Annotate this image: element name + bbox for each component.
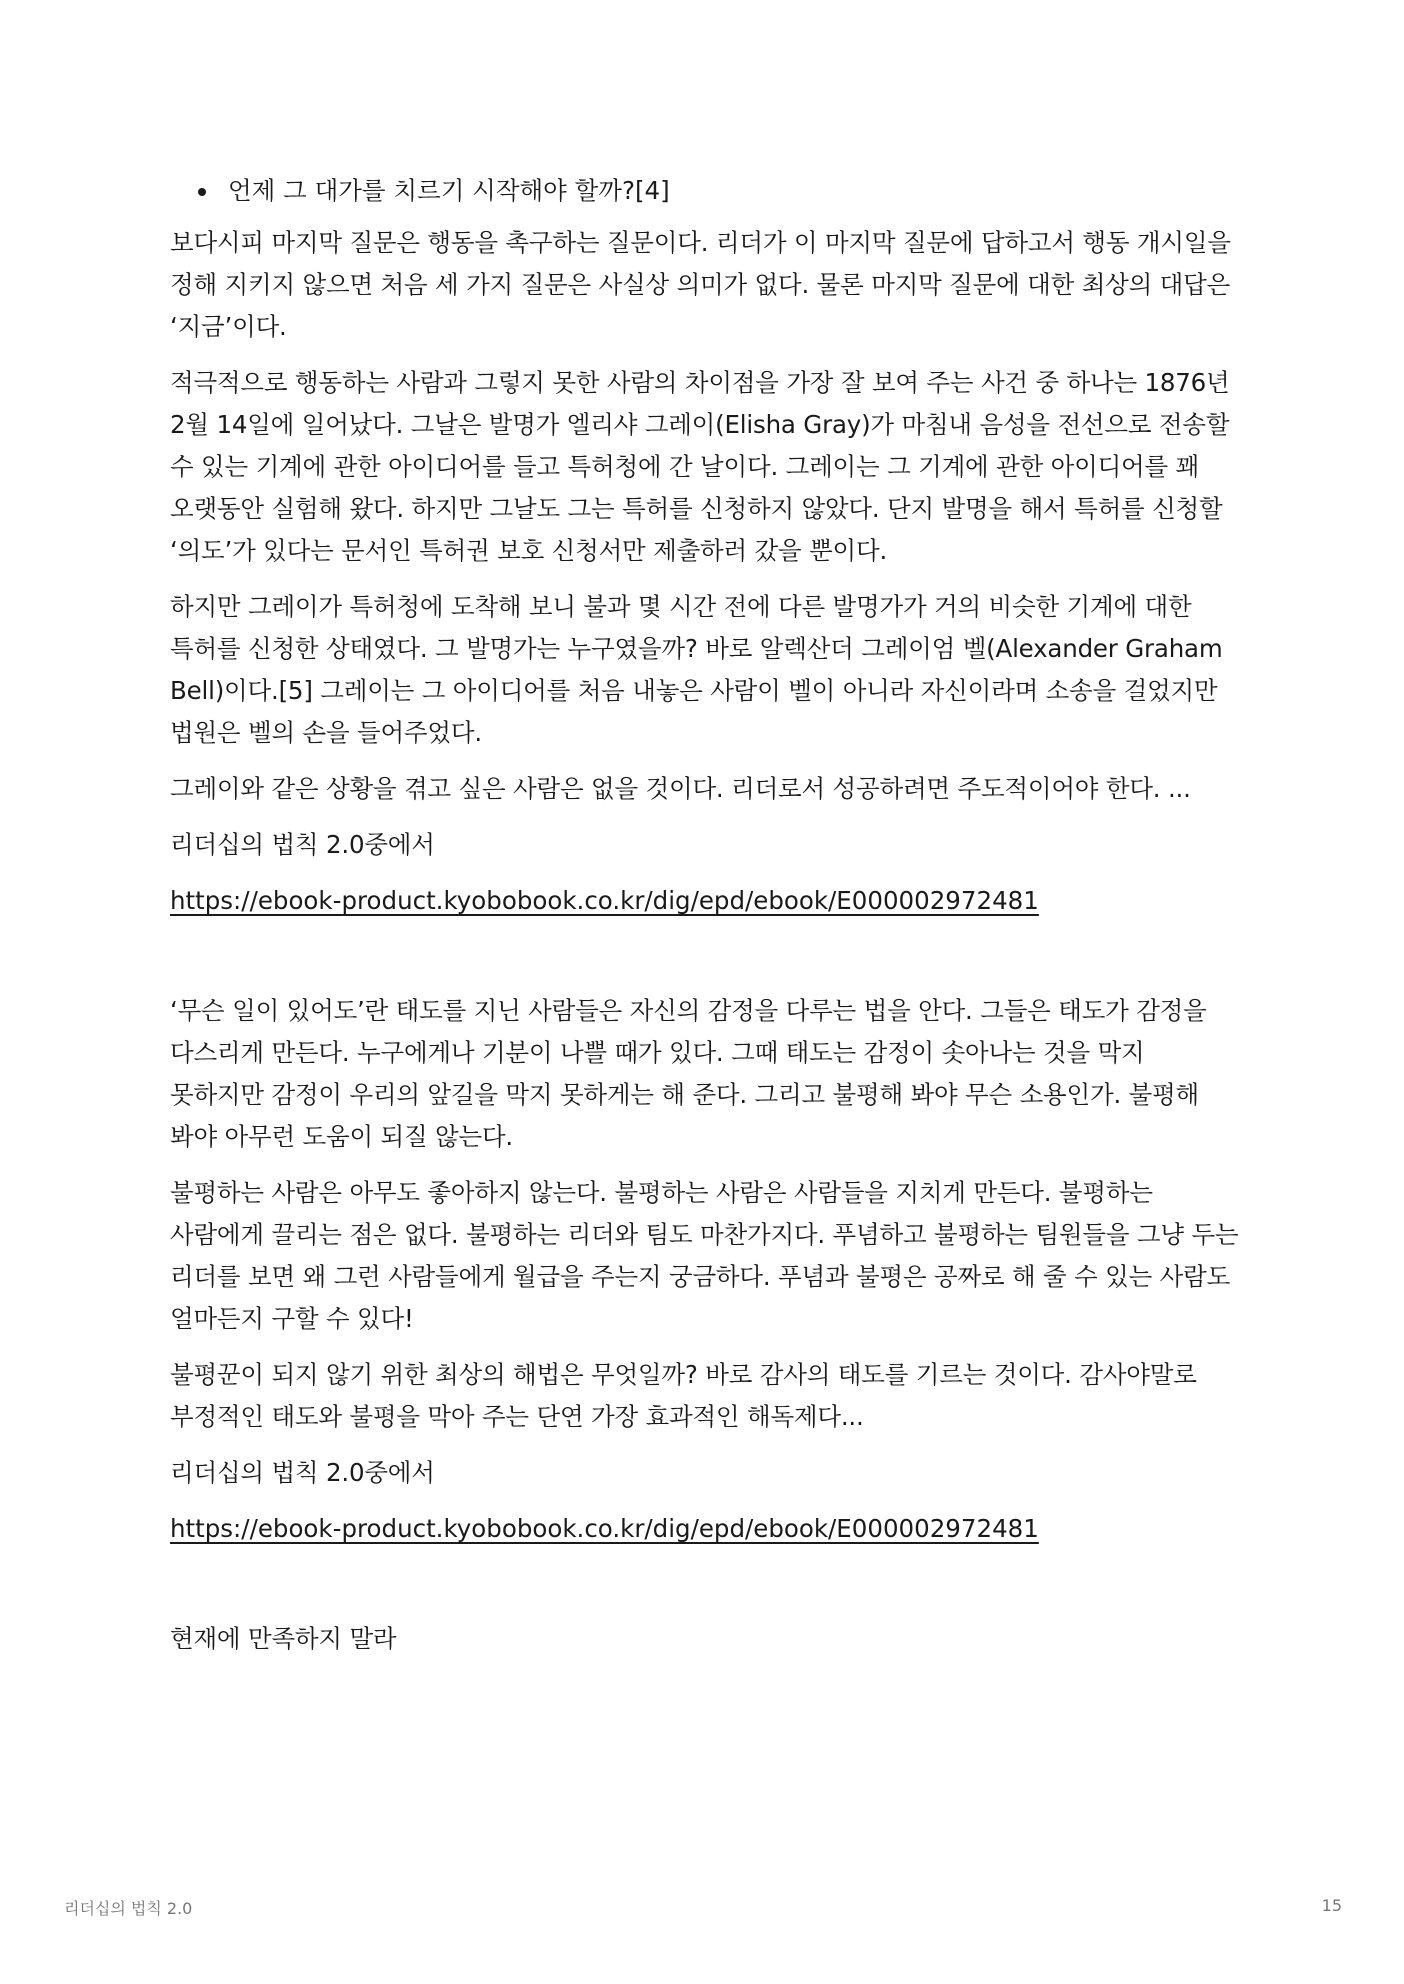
paragraph: ‘무슨 일이 있어도’란 태도를 지닌 사람들은 자신의 감정을 다루는 법을 안다. 그들은 태도가 감정을 다스리게 만든다. 누구에게나 기분이 나쁠 때가 있다. 그때 태도는 감정이 솟아나는 것을 막지 못하지만 감정이 우리의 앞길을 막지 못하게는 해 준다. 그리고 불평해 봐야 무슨 소용인가. 불평해 봐야 아무런 도움이 되질 않는다. (170, 996, 1207, 1151)
paragraph: 그레이와 같은 상황을 겪고 싶은 사람은 없을 것이다. 리더로서 성공하려면 주도적이어야 한다. ... (170, 774, 1191, 803)
paragraph: 보다시피 마지막 질문은 행동을 촉구하는 질문이다. 리더가 이 마지막 질문에 답하고서 행동 개시일을 정해 지키지 않으면 처음 세 가지 질문은 사실상 의미가 없다. 물론 마지막 질문에 대한 최상의 대답은 ‘지금’이다. (170, 228, 1231, 341)
page-content (170, 170, 1240, 1674)
source-citation: 리더십의 법칙 2.0중에서 (170, 1458, 435, 1487)
paragraph: 하지만 그레이가 특허청에 도착해 보니 불과 몇 시간 전에 다른 발명가가 거의 비슷한 기계에 대한 특허를 신청한 상태였다. 그 발명가는 누구였을까? 바로 알렉산더 그레이엄 벨(Alexander Graham Bell)이다.[5] 그레이는 그 아이디어를 처음 내놓은 사람이 벨이 아니라 자신이라며 소송을 걸었지만 법원은 벨의 손을 들어주었다. (170, 592, 1223, 747)
spacer (170, 1564, 1240, 1618)
closing-heading: 현재에 만족하지 말라 (170, 1624, 397, 1653)
bullet-list (170, 170, 1240, 212)
source-citation: 리더십의 법칙 2.0중에서 (170, 830, 435, 859)
paragraph: 불평하는 사람은 아무도 좋아하지 않는다. 불평하는 사람은 사람들을 지치게 만든다. 불평하는 사람에게 끌리는 점은 없다. 불평하는 리더와 팀도 마찬가지다. 푸념하고 불평하는 팀원들을 그냥 두는 리더를 보면 왜 그런 사람들에게 월급을 주는지 궁금하다. 푸념과 불평은 공짜로 해 줄 수 있는 사람도 얼마든지 구할 수 있다! (170, 1178, 1239, 1333)
paragraph: 적극적으로 행동하는 사람과 그렇지 못한 사람의 차이점을 가장 잘 보여 주는 사건 중 하나는 1876년 2월 14일에 일어났다. 그날은 발명가 엘리샤 그레이(Elisha Gray)가 마침내 음성을 전선으로 전송할 수 있는 기계에 관한 아이디어를 들고 특허청에 간 날이다. 그레이는 그 기계에 관한 아이디어를 꽤 오랫동안 실험해 왔다. 하지만 그날도 그는 특허를 신청하지 않았다. 단지 발명을 해서 특허를 신청할 ‘의도’가 있다는 문서인 특허권 보호 신청서만 제출하러 갔을 뿐이다. (170, 368, 1230, 565)
list-item: • 언제 그 대가를 치르기 시작해야 할까?[4] (220, 170, 1240, 212)
footer-book-title: 리더십의 법칙 2.0 (64, 1899, 193, 1918)
ebook-link[interactable]: https://ebook-product.kyobobook.co.kr/dig/epd/ebook/E000002972481 (170, 1514, 1039, 1543)
footer-page-number: 15 (1321, 1896, 1342, 1915)
ebook-link[interactable]: https://ebook-product.kyobobook.co.kr/dig/epd/ebook/E000002972481 (170, 886, 1039, 915)
paragraph: 불평꾼이 되지 않기 위한 최상의 해법은 무엇일까? 바로 감사의 태도를 기르는 것이다. 감사야말로 부정적인 태도와 불평을 막아 주는 단연 가장 효과적인 해독제다... (170, 1360, 1197, 1431)
spacer (170, 936, 1240, 990)
